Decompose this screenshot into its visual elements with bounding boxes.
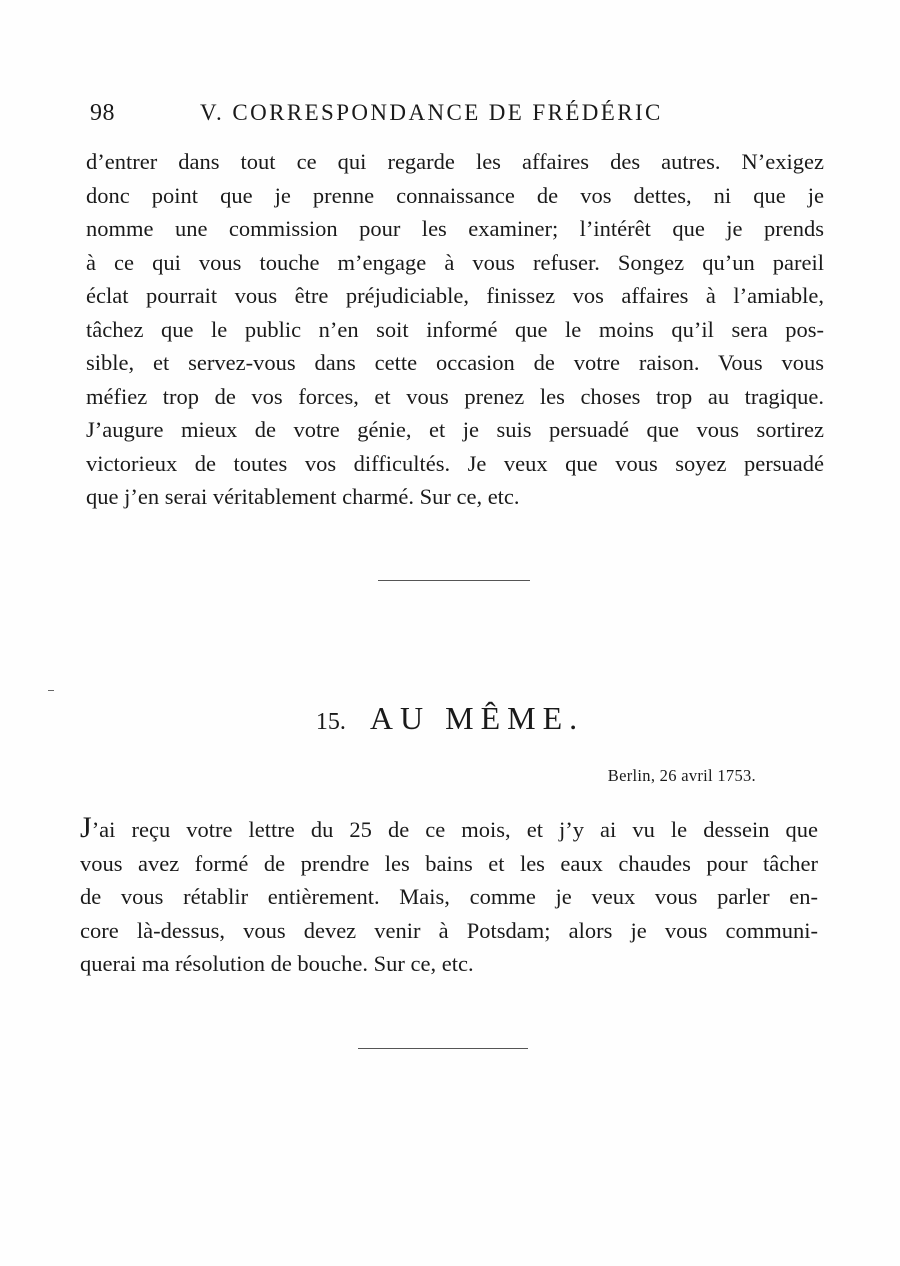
text-line: vous avez formé de prendre les bains et les eaux chaudes pour tâcher <box>80 850 818 876</box>
text-line: victorieux de toutes vos difficultés. Je veux que vous soyez persuadé <box>86 450 824 476</box>
letter-heading <box>0 700 900 737</box>
text-line: méfiez trop de vos forces, et vous prenez les choses trop au tragique. <box>86 383 824 409</box>
print-speck <box>48 690 54 691</box>
text-line: donc point que je prenne connaissance de vos dettes, ni que je <box>86 182 824 208</box>
first-line-text: ’ai reçu votre lettre du 25 de ce mois, et j’y ai vu le dessein que <box>91 817 818 842</box>
text-line: nomme une commission pour les examiner; l’intérêt que je prends <box>86 216 824 241</box>
text-line: tâchez que le public n’en soit informé que le moins qu’il sera pos- <box>86 316 824 342</box>
section-divider <box>378 580 530 581</box>
text-line: éclat pourrait vous être préjudiciable, finissez vos affaires à l’amiable, <box>86 283 824 308</box>
text-line: que j’en serai véritablement charmé. Sur ce, etc. <box>86 484 520 509</box>
running-title: V. CORRESPONDANCE DE FRÉDÉRIC <box>200 100 663 125</box>
letter-number: 15. <box>315 709 346 735</box>
text-line: sible, et servez-vous dans cette occasion de votre raison. Vous vous <box>86 350 824 375</box>
running-head <box>90 96 720 132</box>
section-divider <box>358 1048 528 1049</box>
text-line: J’augure mieux de votre génie, et je suis persuadé que vous sortirez <box>86 417 824 442</box>
text-line: de vous rétablir entièrement. Mais, comme je veux vous parler en- <box>80 884 818 909</box>
letter-text <box>80 813 818 981</box>
text-line: d’entrer dans tout ce qui regarde les affaires des autres. N’exigez <box>86 149 824 174</box>
dropcap: J <box>80 811 92 844</box>
dateline: Berlin, 26 avril 1753. <box>607 766 756 785</box>
previous-letter-text <box>86 145 824 514</box>
letter-title: AU MÊME. <box>369 700 585 736</box>
text-line: core là-dessus, vous devez venir à Potsdam; alors je vous communi- <box>80 917 818 943</box>
text-line: querai ma résolution de bouche. Sur ce, etc. <box>80 951 474 976</box>
text-line: à ce qui vous touche m’engage à vous refuser. Songez qu’un pareil <box>86 249 824 275</box>
page-number: 98 <box>90 100 115 126</box>
text-line-first <box>80 813 818 847</box>
